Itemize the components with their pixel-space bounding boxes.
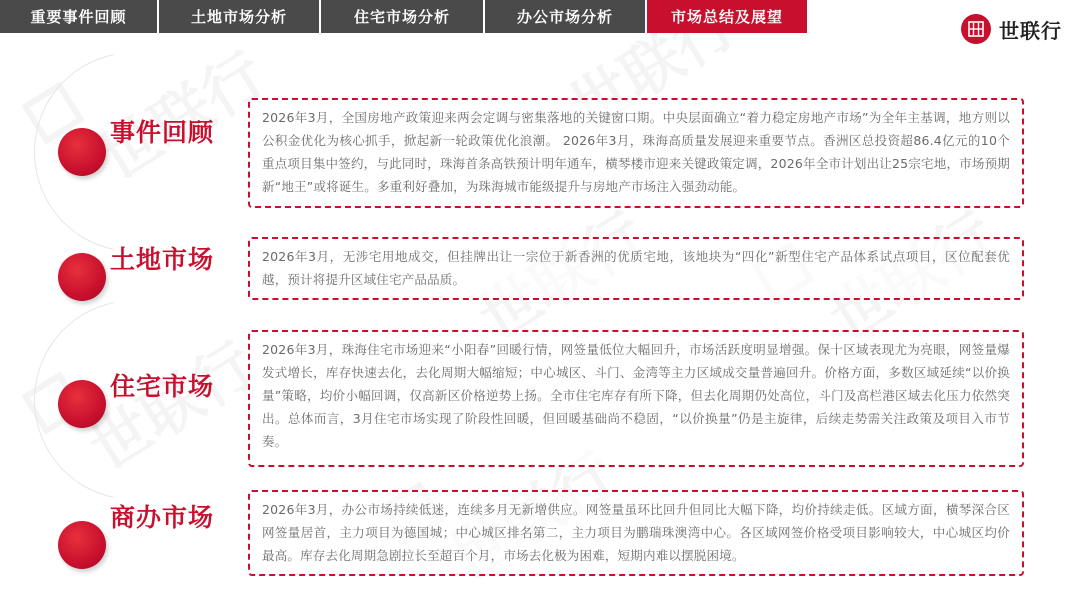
section-body-text: 2026年3月，珠海住宅市场迎来“小阳春”回暖行情，网签量低位大幅回升，市场活跃度明显增强。保十区域表现尤为亮眼，网签量爆发式增长，库存快速去化，去化周期大幅缩短；中心城区、斗门、金湾等主力区域成交量普遍回升。价格方面，多数区域延续“以价换量”策略，均价小幅回调，仅高新区价格逆势上扬。全市住宅库存有所下降，但去化周期仍处高位，斗门及高栏港区域去化压力依然突出。总体而言，3月住宅市场实现了阶段性回暖，但回暖基础尚不稳固，“以价换量”仍是主旋律，后续走势需关注政策及项目入市节奏。 (262, 342, 1010, 449)
section-heading: 住宅市场 (110, 372, 215, 401)
section-text-box (248, 98, 1024, 208)
section-bullet (58, 128, 108, 178)
tab-residential-market[interactable]: 住宅市场分析 (321, 0, 483, 33)
bullet-dot (58, 380, 106, 428)
company-logo (961, 14, 1062, 44)
logo-text: 世联行 (999, 18, 1062, 43)
section-heading: 商办市场 (110, 503, 215, 532)
section-body-text: 2026年3月，无涉宅用地成交，但挂牌出让一宗位于新香洲的优质宅地，该地块为“四化”新型住宅产品体系试点项目，区位配套优越，预计将提升区域住宅产品品质。 (262, 249, 1010, 287)
section-bullet (58, 521, 108, 571)
section-text-box (248, 490, 1024, 576)
section-text-box (248, 330, 1024, 467)
bullet-dot (58, 253, 106, 301)
top-nav-tabs (0, 0, 807, 33)
section-bullet (58, 253, 108, 303)
tab-important-events[interactable]: 重要事件回顾 (0, 0, 157, 33)
section-body-text: 2026年3月，办公市场持续低迷，连续多月无新增供应。网签量虽环比回升但同比大幅下降，均价持续走低。区域方面，横琴深合区网签量居首，主力项目为德国城；中心城区排名第二，主力项目为鹏瑞珠澳湾中心。各区域网签价格受项目影响较大，中心城区均价最高。库存去化周期急剧拉长至超百个月，市场去化极为困难，短期内难以摆脱困境。 (262, 502, 1010, 563)
section-bullet (58, 380, 108, 430)
bullet-dot (58, 521, 106, 569)
tab-office-market[interactable]: 办公市场分析 (485, 0, 645, 33)
section-heading: 土地市场 (110, 245, 215, 274)
bullet-dot (58, 128, 106, 176)
section-text-box (248, 237, 1024, 300)
section-heading: 事件回顾 (110, 118, 215, 147)
tab-land-market[interactable]: 土地市场分析 (159, 0, 319, 33)
section-body-text: 2026年3月，全国房地产政策迎来两会定调与密集落地的关键窗口期。中央层面确立“着力稳定房地产市场”为全年主基调，地方则以公积金优化为核心抓手，掀起新一轮政策优化浪潮。 2026年3月，珠海高质量发展迎来重要节点。香洲区总投资超86.4亿元的10个重点项目集中签约，与此同时，珠海首条高铁预计明年通车，横琴楼市迎来关键政策定调，2026年全市计划出让25宗宅地，市场预期新“地王”或将诞生。多重利好叠加，为珠海城市能级提升与房地产市场注入强劲动能。 (262, 110, 1010, 194)
tab-summary-outlook[interactable]: 市场总结及展望 (647, 0, 807, 33)
shilianhang-logo-icon (961, 14, 991, 44)
